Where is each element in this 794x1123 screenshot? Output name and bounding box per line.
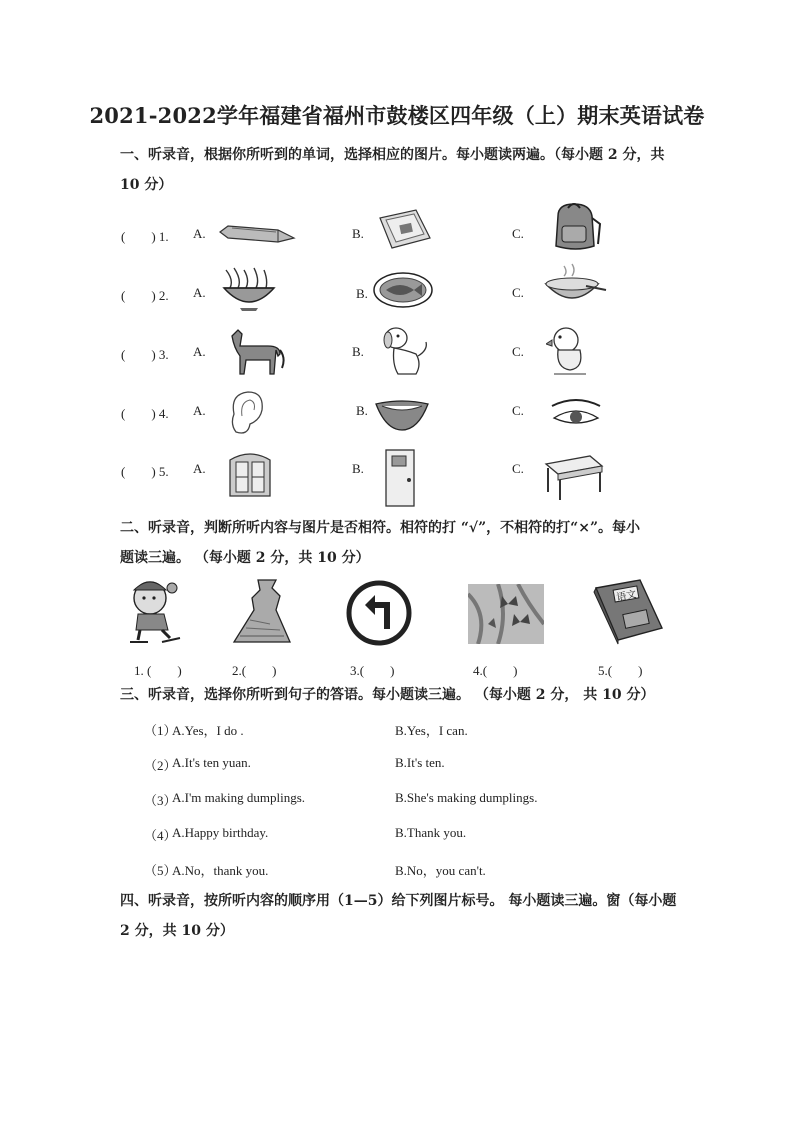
mouth-icon	[374, 392, 430, 434]
question-number: ( ) 5.	[121, 464, 169, 479]
book-cover-text: 语文	[615, 589, 638, 604]
part2-item-label: 4.( )	[473, 663, 518, 678]
answer-a: A.I'm making dumplings.	[172, 790, 306, 805]
newspaper-icon	[376, 208, 432, 252]
option-c-label: C.	[512, 403, 524, 418]
answer-a: A.Happy birthday.	[172, 825, 269, 840]
fish-plate-icon	[372, 270, 434, 310]
answer-b: B.She's making dumplings.	[395, 790, 538, 805]
question-number: ( ) 3.	[121, 347, 169, 362]
item-number: （3）	[144, 793, 177, 808]
door-icon	[382, 448, 418, 508]
section-2-heading-line1: 二、听录音，判断所听内容与图片是否相符。相符的打 “√”，不相符的打“×”。每小	[120, 520, 641, 536]
skating-boy-icon	[124, 576, 188, 648]
option-c-label: C.	[512, 461, 524, 476]
option-b-label: B.	[356, 286, 368, 301]
noodles-icon	[220, 266, 278, 312]
section-1-heading	[120, 140, 680, 200]
ear-icon	[226, 388, 268, 438]
bird-icon	[546, 324, 592, 378]
question-number: ( ) 2.	[121, 288, 169, 303]
backpack-icon	[546, 200, 604, 252]
soup-icon	[542, 262, 608, 310]
option-a-label: A.	[193, 403, 206, 418]
chinese-book-icon	[592, 578, 664, 646]
page-title: 2021-2022学年福建省福州市鼓楼区四年级（上）期末英语试卷	[89, 103, 705, 128]
option-c-label: C.	[512, 285, 524, 300]
option-a-label: A.	[193, 285, 206, 300]
answer-a: A.It's ten yuan.	[172, 755, 251, 770]
question-number: ( ) 4.	[121, 406, 169, 421]
option-a-label: A.	[193, 226, 206, 241]
question-number: ( ) 1.	[121, 229, 169, 244]
answer-a: A.Yes，I do .	[172, 723, 244, 738]
item-number: （2）	[144, 758, 177, 773]
option-b-label: B.	[352, 226, 364, 241]
section-2-heading-line2: 题读三遍。 （每小题 2 分，共 10 分）	[120, 550, 370, 566]
item-number: （5）	[144, 863, 177, 878]
section-1-heading-line2: 10 分）	[120, 177, 173, 193]
pen-icon	[218, 218, 296, 248]
dress-icon	[230, 576, 300, 648]
option-b-label: B.	[352, 461, 364, 476]
section-3-heading: 三、听录音，选择你所听到句子的答语。每小题读三遍。 （每小题 2 分， 共 10 分）	[120, 687, 655, 703]
option-b-label: B.	[356, 403, 368, 418]
desk-icon	[540, 452, 606, 504]
part2-item-label: 3.( )	[350, 663, 395, 678]
option-c-label: C.	[512, 344, 524, 359]
section-1-heading-line1: 一、听录音，根据你所听到的单词，选择相应的图片。每小题读两遍。（每小题 2 分，共	[120, 147, 665, 163]
answer-a: A.No，thank you.	[172, 863, 269, 878]
answer-b: B.Yes，I can.	[395, 723, 468, 738]
section-4-heading-line1: 四、听录音，按所听内容的顺序用（1—5）给下列图片标号。 每小题读三遍。窗（每小题	[120, 893, 677, 909]
section-2-heading	[120, 513, 680, 573]
part2-item-label: 5.( )	[598, 663, 643, 678]
part2-item-label: 2.( )	[232, 663, 277, 678]
option-a-label: A.	[193, 461, 206, 476]
part2-item-label: 1. ( )	[134, 663, 182, 678]
section-4-heading-line2: 2 分，共 10 分）	[120, 923, 234, 939]
butterflies-photo-icon	[468, 584, 544, 644]
dog-icon	[378, 324, 430, 378]
option-c-label: C.	[512, 226, 524, 241]
answer-b: B.No，you can't.	[395, 863, 486, 878]
section-4-heading	[120, 886, 680, 946]
item-number: （4）	[144, 828, 177, 843]
turn-left-sign-icon	[345, 579, 413, 647]
option-b-label: B.	[352, 344, 364, 359]
window-icon	[222, 450, 278, 498]
horse-icon	[224, 326, 286, 376]
answer-b: B.It's ten.	[395, 755, 445, 770]
answer-b: B.Thank you.	[395, 825, 467, 840]
eye-icon	[548, 396, 604, 430]
item-number: （1）	[144, 723, 177, 738]
option-a-label: A.	[193, 344, 206, 359]
